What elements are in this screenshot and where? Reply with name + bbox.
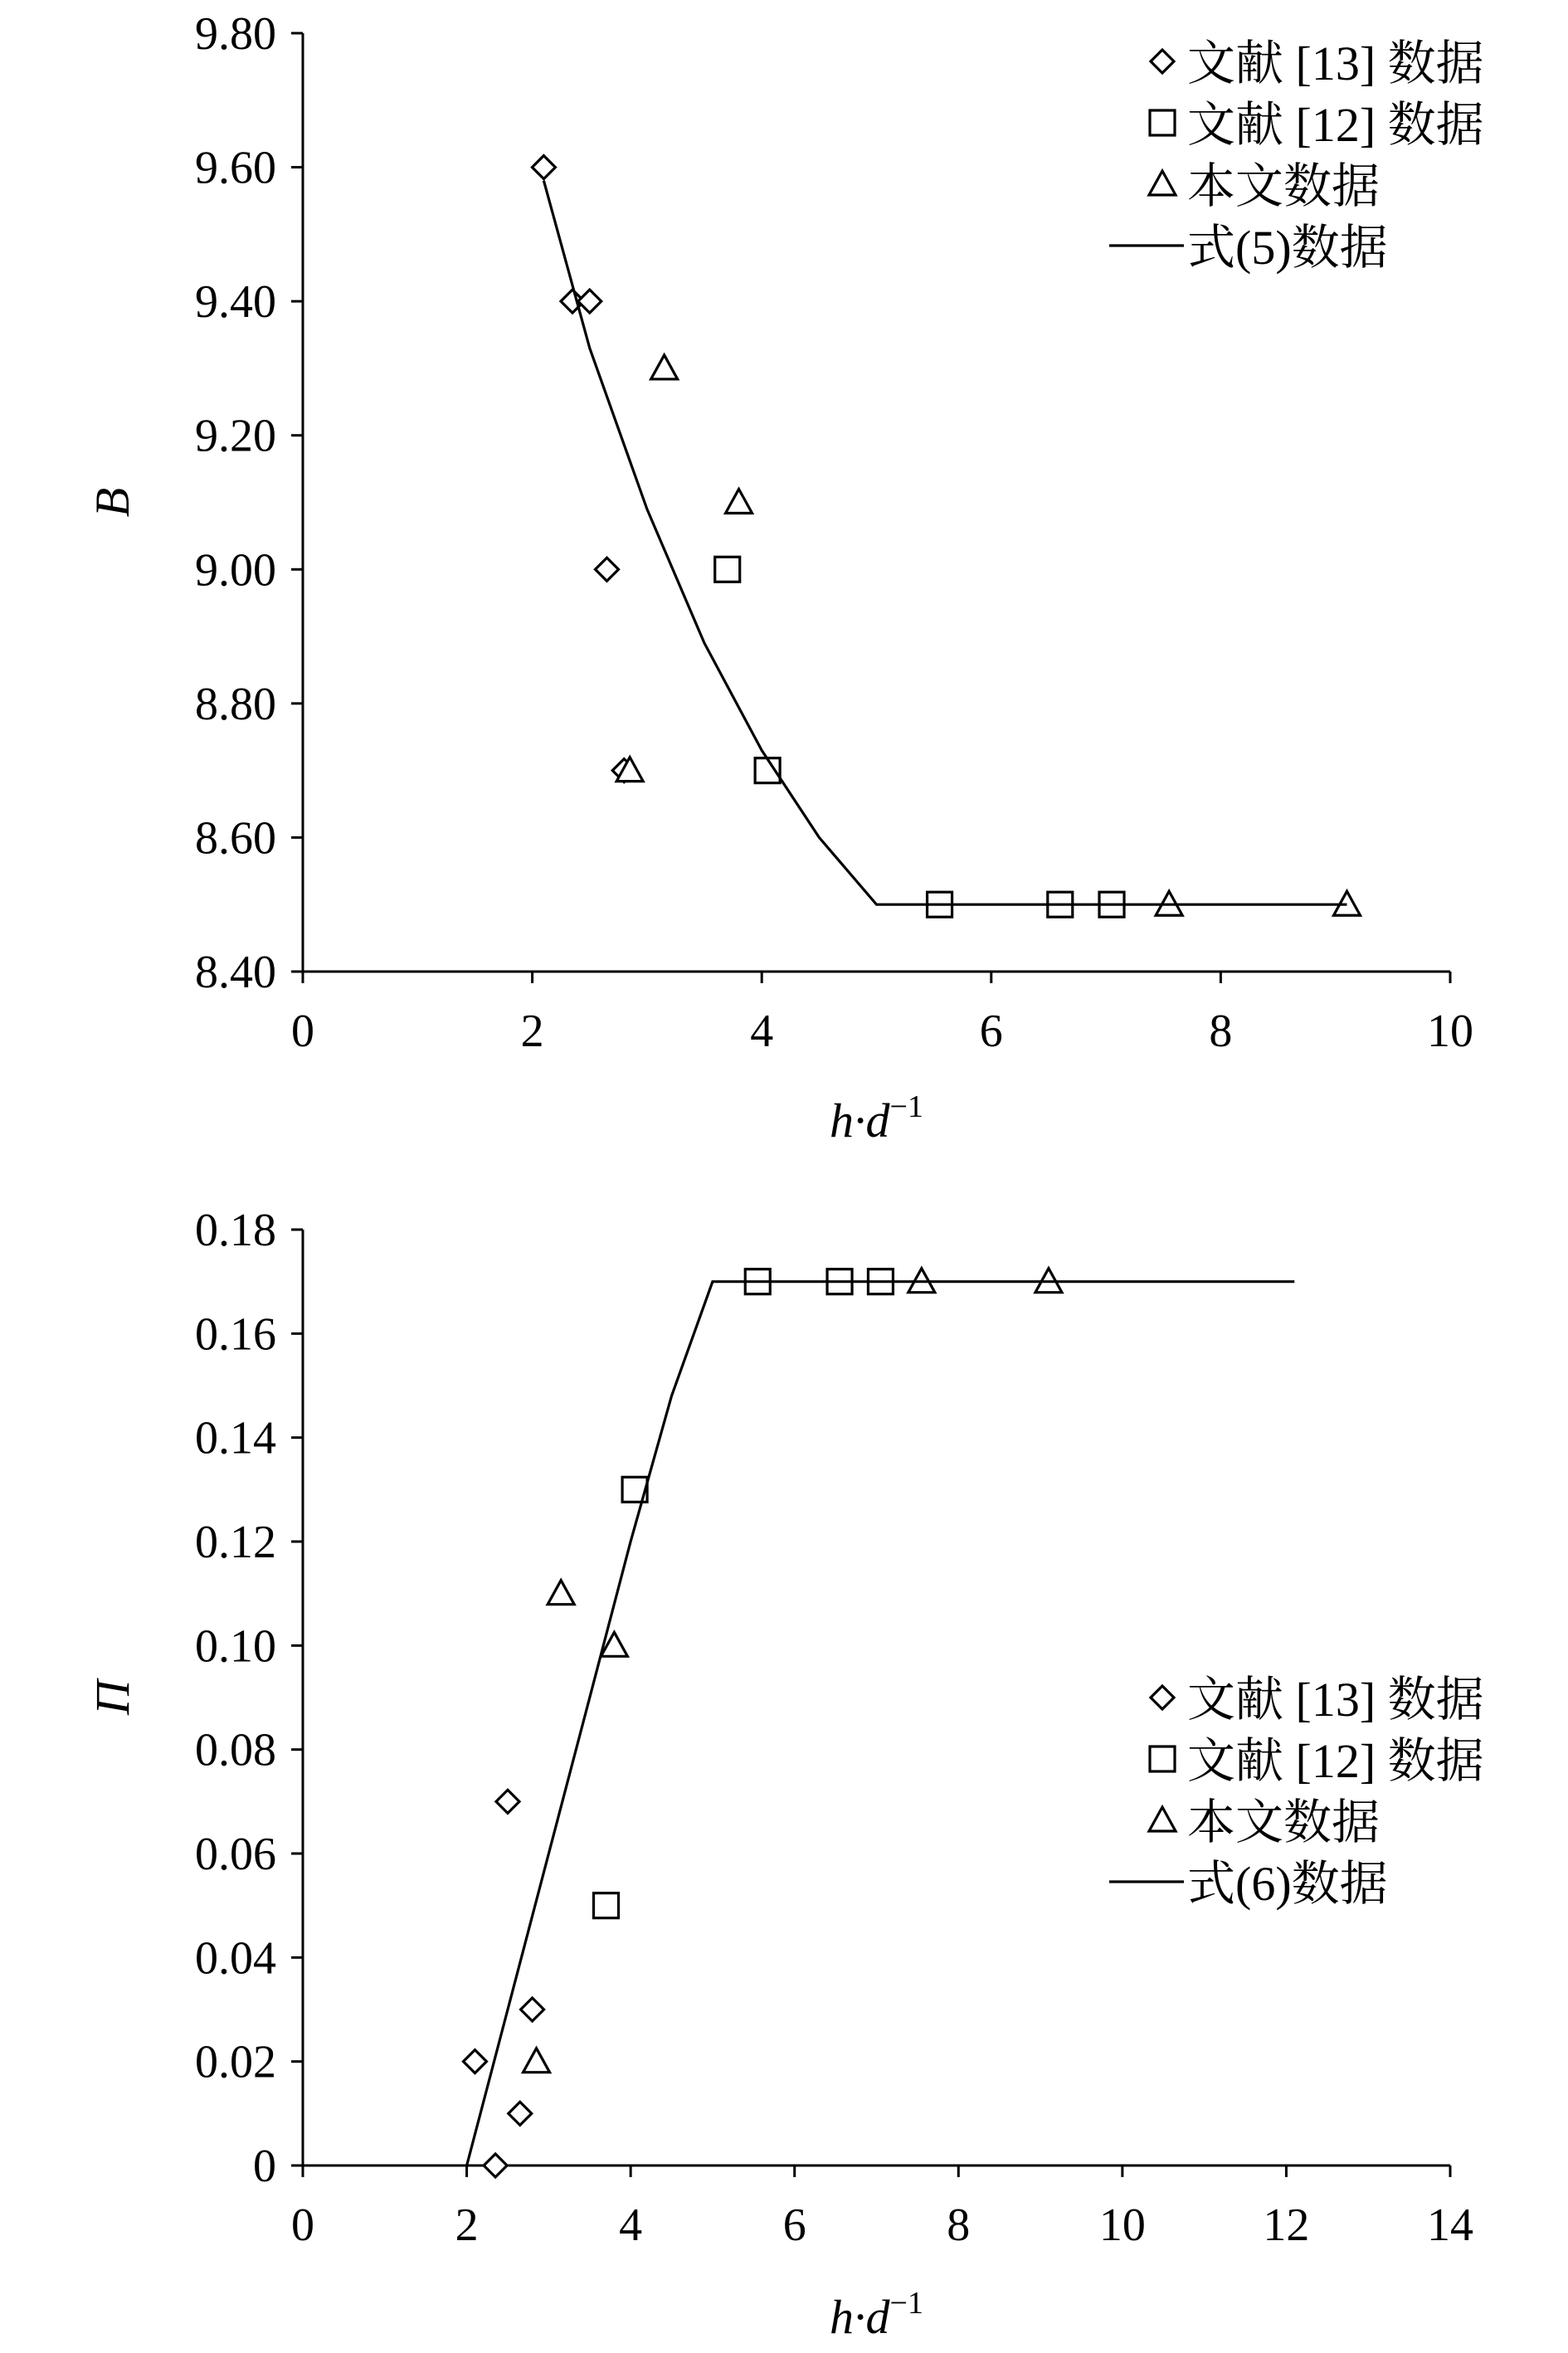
y-tick-label: 0.14 (195, 1412, 276, 1464)
data-point-diamond (509, 2102, 532, 2125)
x-tick-label: 10 (1427, 1006, 1473, 1057)
x-tick-label: 2 (520, 1006, 544, 1057)
legend-square-symbol (1150, 1746, 1175, 1771)
legend-label: 文献 [13] 数据 (1187, 1673, 1484, 1727)
data-point-diamond (484, 2154, 507, 2177)
x-tick-label: 14 (1427, 2200, 1473, 2251)
legend-label: 文献 [12] 数据 (1187, 1734, 1484, 1788)
y-tick-label: 0.06 (195, 1829, 276, 1880)
data-point-diamond (578, 290, 601, 313)
x-axis-title-main: h·d (830, 1094, 890, 1147)
y-tick-label: 0.12 (195, 1517, 276, 1568)
data-point-diamond (496, 1790, 519, 1813)
y-tick-label: 0.02 (195, 2036, 276, 2088)
x-tick-label: 4 (750, 1006, 774, 1057)
x-tick-label: 8 (1209, 1006, 1233, 1057)
legend (1109, 37, 1484, 275)
x-tick-label: 2 (455, 2200, 479, 2251)
x-tick-label: 4 (619, 2200, 643, 2251)
y-tick-label: 0.08 (195, 1724, 276, 1776)
x-axis-title (830, 2286, 923, 2344)
data-point-diamond (532, 156, 555, 179)
x-tick-label: 6 (979, 1006, 1003, 1057)
data-point-triangle (651, 355, 678, 379)
chart-b-vs-hd (85, 8, 1484, 1147)
x-axis-title-main: h·d (830, 2290, 890, 2344)
data-point-diamond (595, 558, 618, 581)
y-tick-label: 0.10 (195, 1620, 276, 1673)
y-tick-label: 0 (253, 2141, 276, 2192)
legend-diamond-symbol (1151, 1686, 1174, 1709)
data-point-triangle (523, 2049, 550, 2073)
x-tick-label: 0 (291, 2200, 314, 2251)
legend-label: 本文数据 (1187, 159, 1381, 213)
y-tick-label: 9.20 (195, 410, 276, 462)
legend-diamond-symbol (1151, 50, 1174, 73)
x-tick-label: 0 (291, 1006, 314, 1057)
legend-square-symbol (1150, 110, 1175, 135)
y-tick-label: 0.18 (195, 1205, 276, 1256)
fit-line (467, 1282, 1295, 2165)
data-point-diamond (521, 1998, 544, 2021)
fit-line (543, 181, 1346, 904)
x-axis-title (830, 1089, 923, 1147)
data-point-diamond (463, 2050, 486, 2073)
x-tick-label: 6 (782, 2200, 806, 2251)
x-tick-label: 8 (947, 2200, 971, 2251)
legend-label: 本文数据 (1187, 1795, 1381, 1849)
y-tick-label: 8.80 (195, 678, 276, 730)
y-tick-label: 0.16 (195, 1308, 276, 1361)
y-axis-title: B (85, 487, 139, 518)
data-point-triangle (726, 490, 752, 514)
legend-label: 文献 [12] 数据 (1187, 98, 1484, 152)
y-tick-label: 8.60 (195, 812, 276, 865)
y-tick-label: 9.60 (195, 142, 276, 194)
legend-triangle-symbol (1149, 171, 1176, 195)
legend-label: 式(5)数据 (1187, 221, 1388, 275)
x-tick-label: 10 (1098, 2200, 1146, 2251)
x-tick-label: 12 (1263, 2200, 1310, 2251)
y-tick-label: 8.40 (195, 947, 276, 998)
x-axis-title-sup: −1 (889, 1089, 923, 1124)
y-tick-label: 0.04 (195, 1932, 276, 1985)
y-tick-label: 9.80 (195, 8, 276, 60)
legend (1109, 1673, 1484, 1911)
data-point-square (594, 1893, 619, 1918)
data-point-triangle (548, 1581, 574, 1605)
legend-label: 文献 [13] 数据 (1187, 37, 1484, 90)
legend-label: 式(6)数据 (1187, 1857, 1388, 1911)
legend-triangle-symbol (1149, 1807, 1176, 1831)
y-axis-title: Π (85, 1680, 139, 1715)
data-point-square (715, 557, 740, 582)
chart-pi-vs-hd (85, 1205, 1484, 2344)
y-tick-label: 9.00 (195, 544, 276, 597)
y-tick-label: 9.40 (195, 276, 276, 329)
x-axis-title-sup: −1 (889, 2286, 923, 2321)
